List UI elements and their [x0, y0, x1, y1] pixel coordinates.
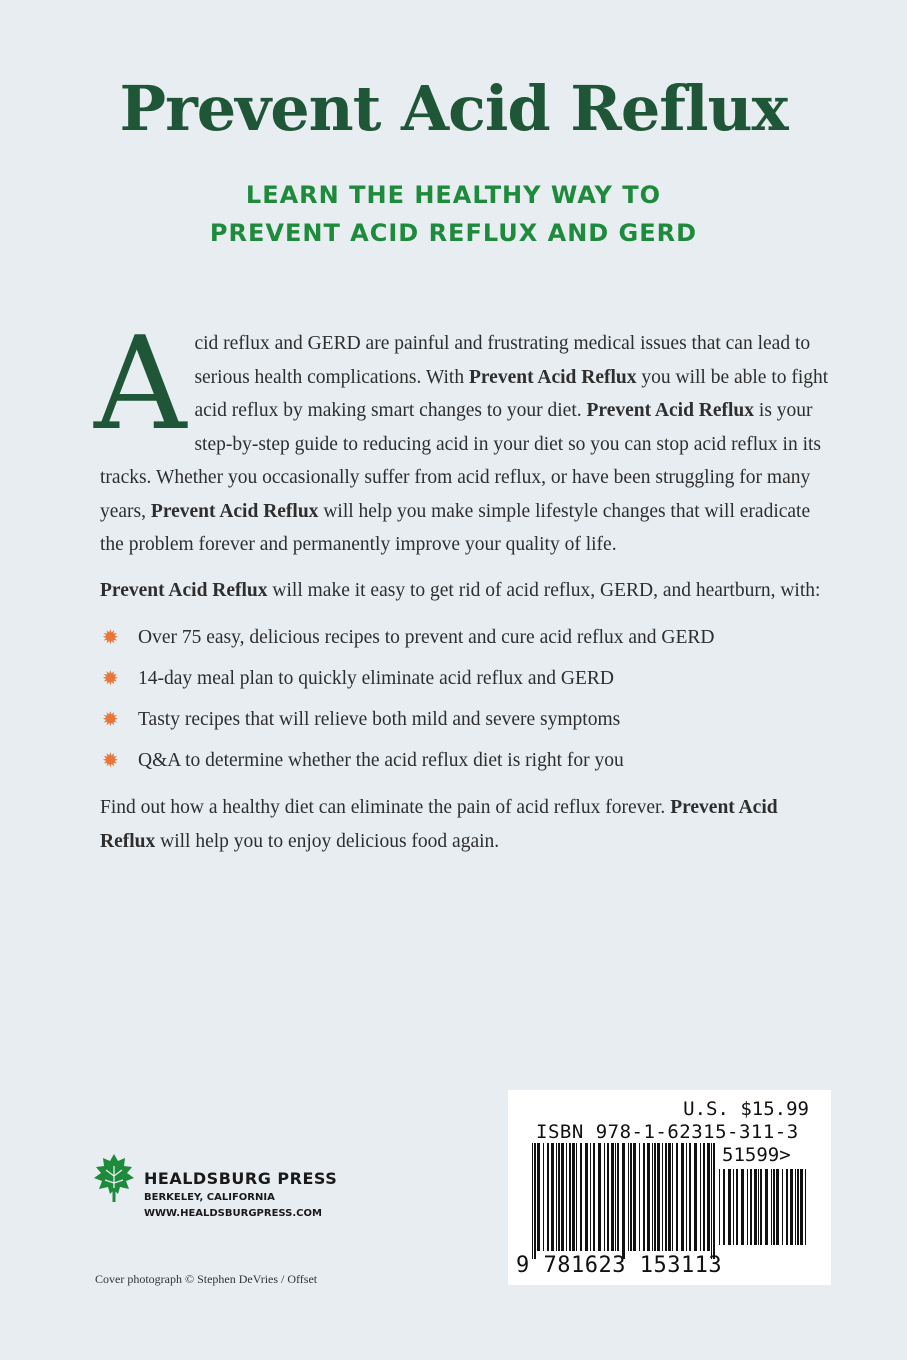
barcode-bar: [747, 1169, 748, 1245]
lead-paragraph: Prevent Acid Reflux will make it easy to get rid of acid reflux, GERD, and heartburn, with:: [100, 579, 821, 601]
barcode-bar: [551, 1143, 554, 1251]
barcode-bar: [728, 1169, 731, 1245]
barcode-bar: [773, 1169, 775, 1245]
barcode-bar: [639, 1143, 640, 1251]
barcode-bar: [771, 1169, 772, 1245]
photo-credit: Cover photograph © Stephen DeVries / Offset: [95, 1272, 318, 1286]
barcode-bar: [711, 1143, 712, 1259]
barcode-bar: [672, 1143, 673, 1251]
barcode-bar: [643, 1143, 645, 1251]
barcode-bar: [754, 1169, 757, 1245]
barcode-bar: [611, 1143, 614, 1251]
barcode-bar: [628, 1143, 629, 1251]
barcode-bar: [556, 1143, 557, 1251]
subtitle-line-1: LEARN THE HEALTHY WAY TO: [245, 181, 662, 209]
barcode-bar: [569, 1143, 571, 1251]
barcode-bar: [707, 1143, 710, 1251]
barcode-bar: [630, 1143, 632, 1251]
barcode-bar: [713, 1143, 715, 1259]
barcode-digits: 9 781623 153113: [516, 1253, 723, 1278]
publisher-url: WWW.HEALDSBURGPRESS.COM: [144, 1208, 322, 1219]
barcode-bar: [681, 1143, 684, 1251]
barcode-bar: [590, 1143, 591, 1251]
barcode-bar: [580, 1143, 582, 1251]
barcode-box: [508, 1090, 831, 1285]
barcode-bar: [668, 1143, 671, 1251]
barcode-bar: [615, 1143, 616, 1251]
bullet-star-icon: ✹: [102, 748, 119, 772]
isbn-label: ISBN 978-1-62315-311-3: [536, 1121, 799, 1143]
list-item: ✹ 14-day meal plan to quickly eliminate acid reflux and GERD: [100, 658, 835, 699]
barcode-bar: [576, 1143, 577, 1251]
barcode-bar: [598, 1143, 601, 1251]
bullet-star-icon: ✹: [102, 666, 119, 690]
barcode-bar: [776, 1169, 779, 1245]
barcode-bar: [534, 1143, 536, 1259]
barcode-bar: [665, 1143, 667, 1251]
barcode-bar: [604, 1143, 605, 1251]
barcode-bar: [657, 1143, 660, 1251]
barcode-bar: [703, 1143, 705, 1251]
barcode-bar: [558, 1143, 560, 1251]
barcode-bar: [585, 1143, 588, 1251]
drop-cap: A: [94, 310, 187, 459]
barcode-bar: [647, 1143, 650, 1251]
barcode-bar: [694, 1143, 697, 1251]
barcode-bar: [758, 1169, 759, 1245]
barcode-bar: [593, 1143, 595, 1251]
barcode-bar: [723, 1169, 725, 1245]
barcode-bar: [741, 1169, 744, 1245]
barcode-bar: [750, 1169, 752, 1245]
barcode-bar: [736, 1169, 738, 1245]
barcode-bar: [566, 1143, 567, 1251]
barcode-bar: [561, 1143, 564, 1251]
list-item: ✹ Tasty recipes that will relieve both mild and severe symptoms: [100, 699, 835, 740]
feature-list: [100, 617, 835, 781]
barcode-bar: [537, 1143, 540, 1251]
barcode-bar: [652, 1143, 653, 1251]
barcode-bar: [782, 1169, 783, 1245]
intro-paragraph: Acid reflux and GERD are painful and frustrating medical issues that can lead to serious health complications. With Prevent Acid Reflux you will be able to fight acid reflux by making smart changes to your diet. Prevent Acid Reflux is your step-by-step guide to reducing acid in your diet so you can stop acid reflux in its tracks. Whether you occasionally suffer from acid reflux, or have been struggling for many years, Prevent Acid Reflux will help you make simple lifestyle changes that will eradicate the problem forever and permanently improve your quality of life.: [94, 310, 829, 555]
barcode-addon-bars: [719, 1169, 809, 1253]
publisher-name: HEALDSBURG PRESS: [144, 1169, 338, 1188]
cover-title: Prevent Acid Reflux: [119, 72, 788, 145]
barcode-bar: [797, 1169, 799, 1245]
barcode-bar: [765, 1169, 768, 1245]
barcode-bar: [547, 1143, 549, 1251]
barcode-bar: [633, 1143, 636, 1251]
barcode-bar: [572, 1143, 575, 1251]
barcode-bar: [805, 1169, 806, 1245]
list-item: ✹ Over 75 easy, delicious recipes to prevent and cure acid reflux and GERD: [100, 617, 835, 658]
barcode-bar: [654, 1143, 656, 1251]
barcode-bar: [689, 1143, 691, 1251]
barcode-bar: [719, 1169, 720, 1245]
barcode-bar: [622, 1143, 625, 1259]
barcode-bar: [760, 1169, 762, 1245]
bullet-star-icon: ✹: [102, 707, 119, 731]
barcode-bar: [617, 1143, 619, 1251]
barcode-bar: [795, 1169, 796, 1245]
price-addon-code: 51599>: [722, 1144, 791, 1166]
cover-subtitle: [0, 176, 907, 252]
barcode-bar: [700, 1143, 701, 1251]
barcode-bar: [733, 1169, 734, 1245]
bullet-star-icon: ✹: [102, 625, 119, 649]
barcode-bar: [686, 1143, 687, 1251]
price-label: U.S. $15.99: [683, 1098, 809, 1120]
barcode-bars: [532, 1143, 716, 1259]
barcode-bar: [800, 1169, 803, 1245]
closing-paragraph: Find out how a healthy diet can eliminate the pain of acid reflux forever. Prevent Acid Reflux will help you to enjoy delicious food again.: [100, 797, 778, 852]
barcode-bar: [543, 1143, 544, 1251]
list-item: ✹ Q&A to determine whether the acid reflux diet is right for you: [100, 740, 835, 781]
grape-leaf-icon: [92, 1152, 136, 1204]
description: [94, 310, 835, 868]
barcode-bar: [676, 1143, 678, 1251]
barcode-bar: [662, 1143, 663, 1251]
publisher-city: BERKELEY, CALIFORNIA: [144, 1192, 275, 1203]
subtitle-line-2: PREVENT ACID REFLUX AND GERD: [209, 219, 698, 247]
barcode-bar: [790, 1169, 793, 1245]
barcode-bar: [532, 1143, 533, 1259]
barcode-bar: [607, 1143, 609, 1251]
barcode-bar: [786, 1169, 788, 1245]
